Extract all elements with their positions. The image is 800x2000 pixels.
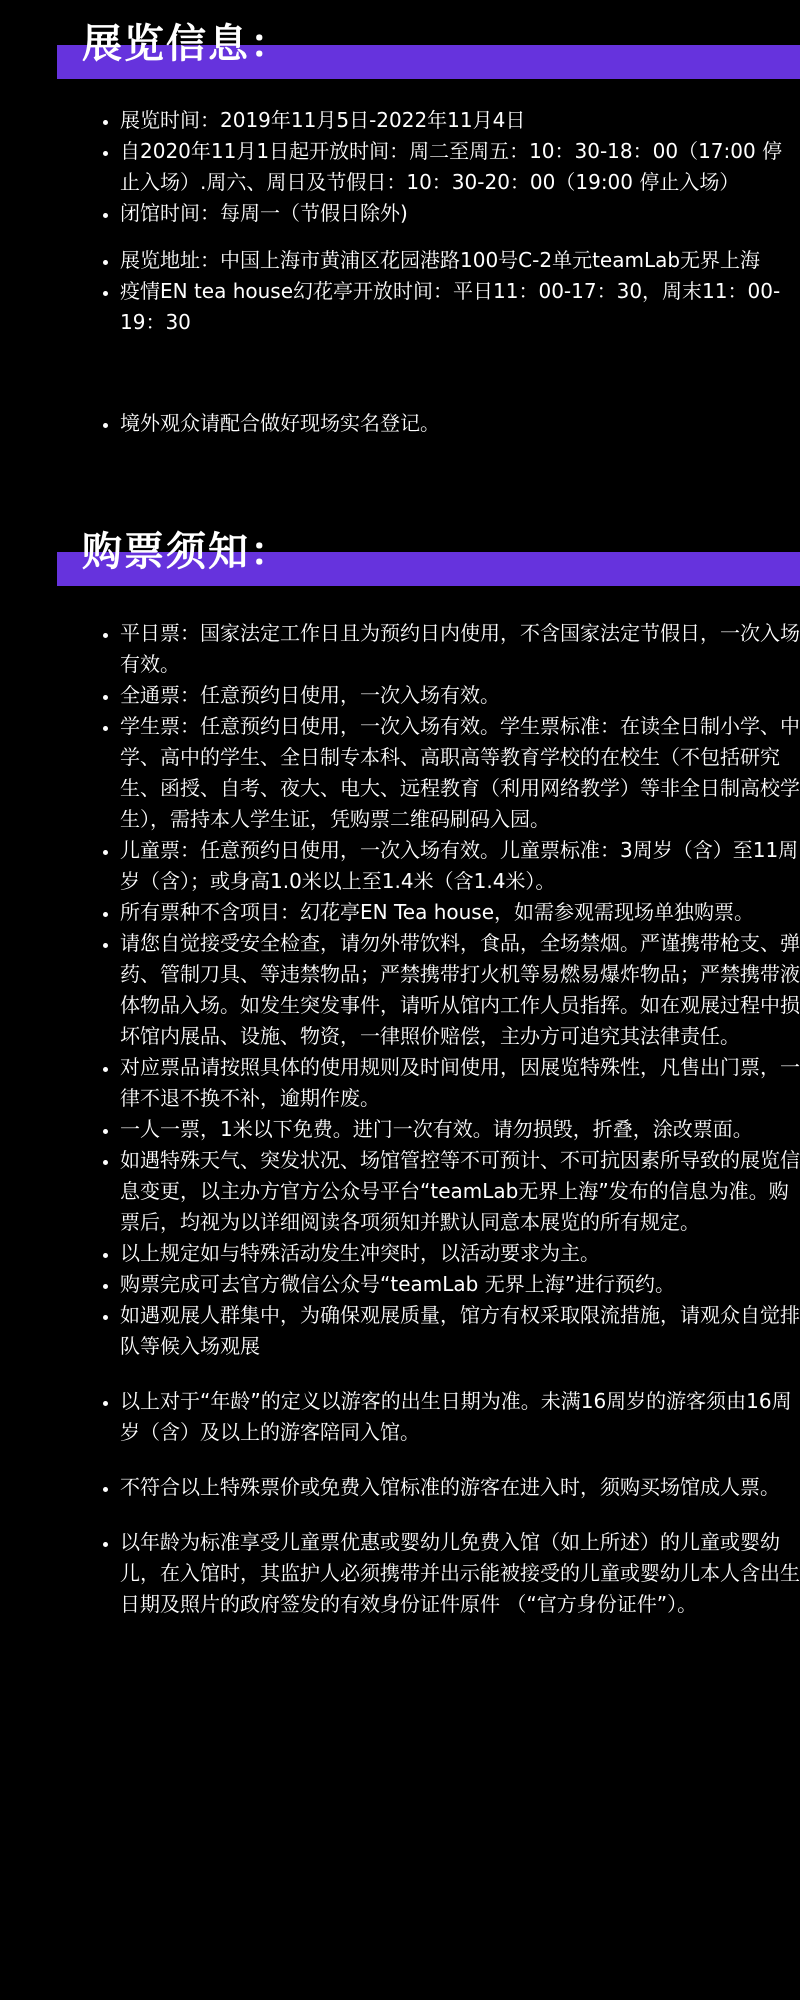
list-item: • 如遇观展人群集中，为确保观展质量，馆方有权采取限流措施，请观众自觉排队等候入场观展 [120, 1300, 800, 1362]
list-item: • 以年龄为标准享受儿童票优惠或婴幼儿免费入馆（如上所述）的儿童或婴幼儿，在入馆时，其监护人必须携带并出示能被接受的儿童或婴幼儿本人含出生日期及照片的政府签发的有效身份证件原件 （“官方身份证件”）。 [120, 1527, 800, 1620]
list-item: • 平日票：国家法定工作日且为预约日内使用，不含国家法定节假日，一次入场有效。 [120, 618, 800, 680]
list-item: • 展览地址：中国上海市黄浦区花园港路100号C-2单元teamLab无界上海 [120, 245, 800, 276]
list-item: • 对应票品请按照具体的使用规则及时间使用，因展览特殊性，凡售出门票，一律不退不换不补，逾期作废。 [120, 1052, 800, 1114]
list-item: • 闭馆时间：每周一（节假日除外) [120, 198, 800, 229]
list-item: • 购票完成可去官方微信公众号“teamLab 无界上海”进行预约。 [120, 1269, 800, 1300]
list-item: • 自2020年11月1日起开放时间：周二至周五：10：30-18：00（17:00 停止入场）.周六、周日及节假日：10：30-20：00（19:00 停止入场） [120, 136, 800, 198]
exhibition-info-list [90, 105, 800, 439]
list-item: • 请您自觉接受安全检查，请勿外带饮料，食品，全场禁烟。严谨携带枪支、弹药、管制刀具、等违禁物品；严禁携带打火机等易燃易爆炸物品；严禁携带液体物品入场。如发生突发事件，请听从馆内工作人员指挥。如在观展过程中损坏馆内展品、设施、物资，一律照价赔偿，主办方可追究其法律责任。 [120, 928, 800, 1052]
list-item: • 所有票种不含项目：幻花亭EN Tea house，如需参观需现场单独购票。 [120, 897, 800, 928]
list-item: • 学生票：任意预约日使用，一次入场有效。学生票标准：在读全日制小学、中学、高中的学生、全日制专本科、高职高等教育学校的在校生（不包括研究生、函授、自考、夜大、电大、远程教育（利用网络教学）等非全日制高校学生），需持本人学生证，凭购票二维码刷码入园。 [120, 711, 800, 835]
ticket-info-list [90, 618, 800, 1620]
list-item: • 如遇特殊天气、突发状况、场馆管控等不可预计、不可抗因素所导致的展览信息变更，以主办方官方公众号平台“teamLab无界上海”发布的信息为准。购票后，均视为以详细阅读各项须知并默认同意本展览的所有规定。 [120, 1145, 800, 1238]
list-item: • 一人一票，1米以下免费。进门一次有效。请勿损毁，折叠，涂改票面。 [120, 1114, 800, 1145]
list-item: • 展览时间：2019年11月5日-2022年11月4日 [120, 105, 800, 136]
list-item: • 以上对于“年龄”的定义以游客的出生日期为准。未满16周岁的游客须由16周岁（含）及以上的游客陪同入馆。 [120, 1386, 800, 1448]
list-item: • 不符合以上特殊票价或免费入馆标准的游客在进入时，须购买场馆成人票。 [120, 1472, 800, 1503]
list-item: • 儿童票：任意预约日使用，一次入场有效。儿童票标准：3周岁（含）至11周岁（含）；或身高1.0米以上至1.4米（含1.4米）。 [120, 835, 800, 897]
list-item: • 全通票：任意预约日使用，一次入场有效。 [120, 680, 800, 711]
list-item: • 境外观众请配合做好现场实名登记。 [120, 408, 800, 439]
exhibition-title: 展览信息： [82, 21, 292, 67]
list-item: • 疫情EN tea house幻花亭开放时间：平日11：00-17：30，周末11：00-19：30 [120, 276, 800, 338]
list-item: • 以上规定如与特殊活动发生冲突时，以活动要求为主。 [120, 1238, 800, 1269]
ticket-title: 购票须知： [82, 529, 292, 575]
